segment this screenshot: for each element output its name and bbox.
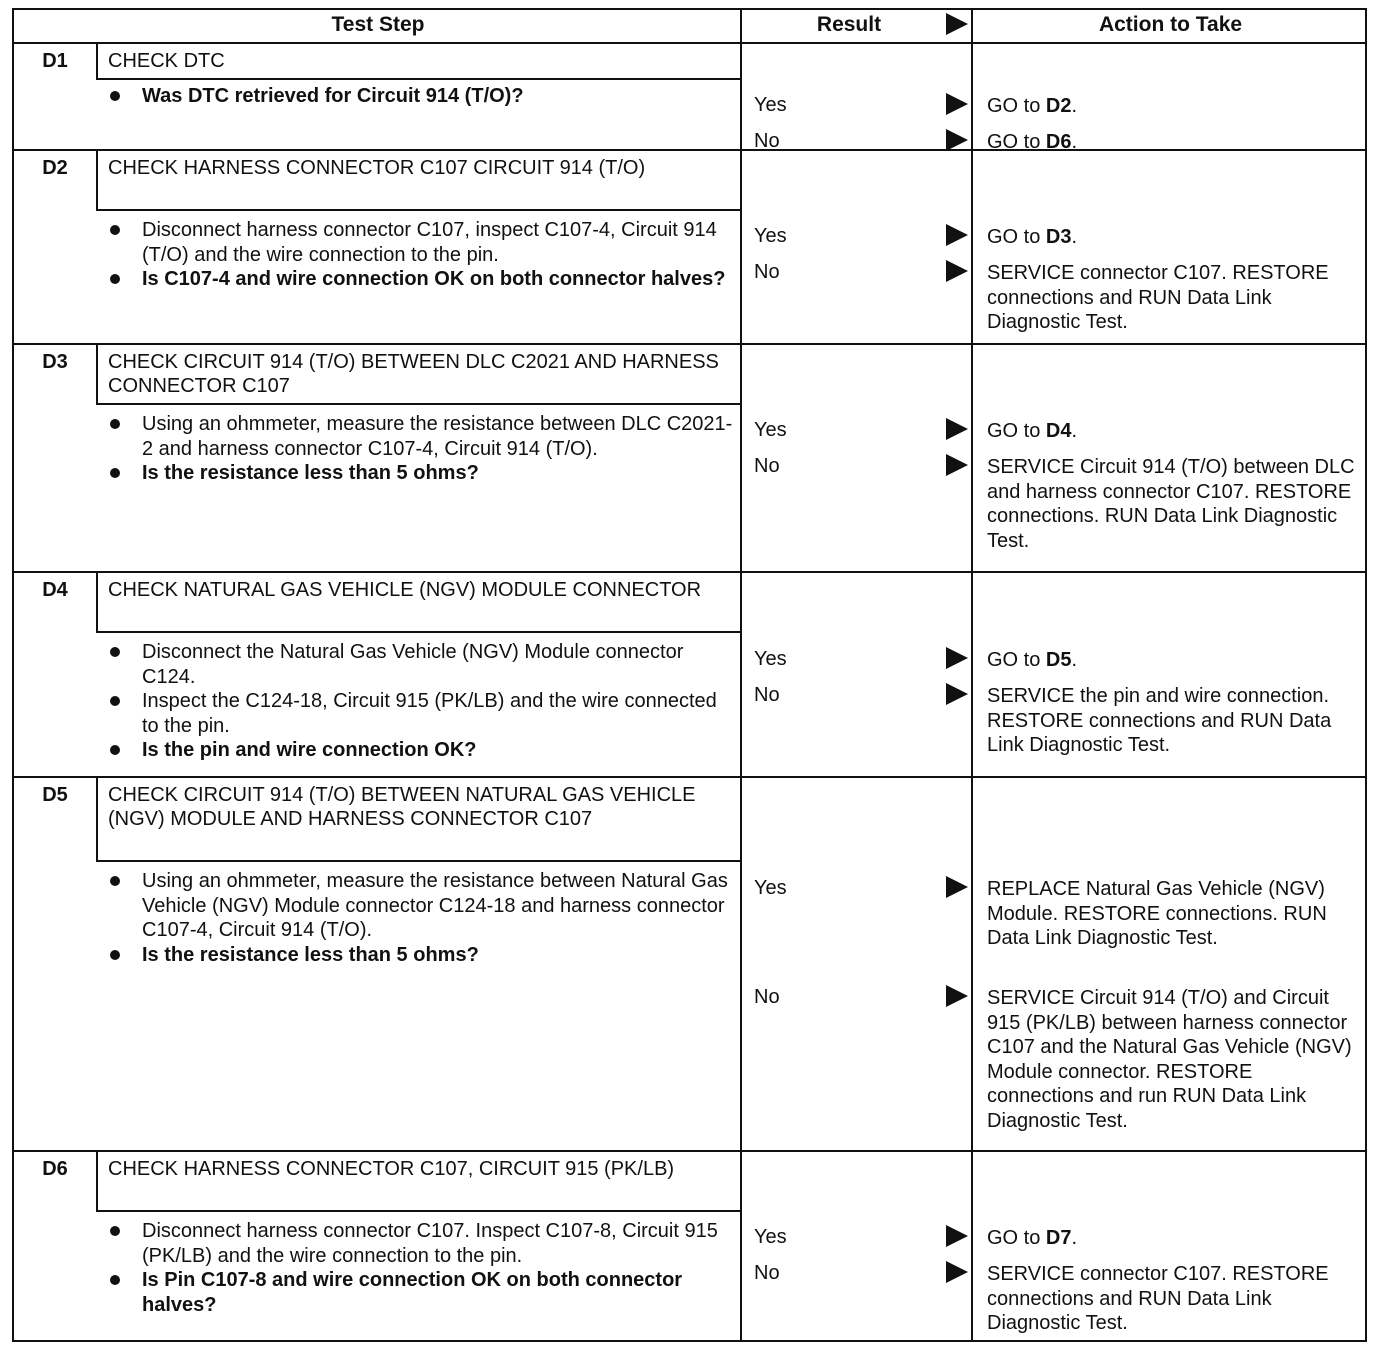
arrow-right-icon: [946, 93, 968, 115]
action-suffix: .: [1071, 649, 1078, 671]
result-yes: Yes: [754, 419, 787, 441]
action-step-ref: D3: [1045, 226, 1072, 248]
step-id: D2: [42, 157, 68, 179]
arrow-right-icon: [946, 129, 968, 151]
action-yes: [987, 94, 1362, 119]
result-yes: Yes: [754, 877, 787, 899]
arrow-right-icon: [946, 985, 968, 1007]
step-question: Is the resistance less than 5 ohms?: [104, 461, 734, 486]
action-text: GO to: [987, 95, 1046, 117]
action-yes: [987, 1226, 1362, 1251]
step-row-d2: [14, 151, 1365, 345]
step-instruction: Using an ohmmeter, measure the resistance between Natural Gas Vehicle (NGV) Module connector C124-18 and harness connector C107-4, Circuit 914 (T/O).: [104, 869, 734, 943]
action-no: [987, 261, 1362, 335]
column-divider-action: [971, 10, 973, 1340]
action-yes: [987, 225, 1362, 250]
arrow-right-icon: [946, 418, 968, 440]
action-text: REPLACE Natural Gas Vehicle (NGV) Module. RESTORE connections. RUN Data Link Diagnostic Test.: [987, 878, 1327, 949]
step-id: D3: [42, 351, 68, 373]
step-id: D1: [42, 50, 68, 72]
action-text: GO to: [987, 1227, 1046, 1249]
diagnostic-table: [12, 8, 1367, 1342]
step-instructions: [104, 869, 734, 967]
action-step-ref: D5: [1045, 649, 1072, 671]
action-step-ref: D2: [1045, 95, 1072, 117]
action-no: [987, 1262, 1362, 1336]
step-instructions: [104, 640, 734, 763]
step-id: D5: [42, 784, 68, 806]
action-suffix: .: [1071, 131, 1078, 153]
arrow-right-icon: [946, 454, 968, 476]
step-title: CHECK CIRCUIT 914 (T/O) BETWEEN DLC C2021 AND HARNESS CONNECTOR C107: [96, 345, 742, 405]
result-no: No: [754, 130, 780, 152]
result-yes: Yes: [754, 648, 787, 670]
step-question: Is Pin C107-8 and wire connection OK on both connector halves?: [104, 1268, 734, 1317]
step-question: Is the pin and wire connection OK?: [104, 738, 734, 763]
action-step-ref: D7: [1045, 1227, 1072, 1249]
action-text: SERVICE connector C107. RESTORE connections and RUN Data Link Diagnostic Test.: [987, 1263, 1329, 1334]
action-suffix: .: [1071, 95, 1078, 117]
arrow-right-icon: [946, 683, 968, 705]
step-row-d4: [14, 573, 1365, 778]
arrow-right-icon: [946, 1261, 968, 1283]
action-text: GO to: [987, 420, 1046, 442]
action-text: SERVICE Circuit 914 (T/O) between DLC and harness connector C107. RESTORE connections. RUN Data Link Diagnostic Test.: [987, 456, 1355, 552]
step-instruction: Using an ohmmeter, measure the resistance between DLC C2021-2 and harness connector C107-4, Circuit 914 (T/O).: [104, 412, 734, 461]
arrow-right-icon: [946, 1225, 968, 1247]
result-no: No: [754, 261, 780, 283]
result-no: No: [754, 986, 780, 1008]
action-text: GO to: [987, 131, 1046, 153]
step-instruction: Disconnect harness connector C107, inspect C107-4, Circuit 914 (T/O) and the wire connection to the pin.: [104, 218, 734, 267]
action-no: [987, 684, 1362, 758]
step-row-d6: [14, 1152, 1365, 1344]
action-no: [987, 455, 1362, 553]
header-test-step: Test Step: [331, 13, 425, 36]
result-no: No: [754, 455, 780, 477]
action-text: GO to: [987, 226, 1046, 248]
step-title: CHECK NATURAL GAS VEHICLE (NGV) MODULE CONNECTOR: [96, 573, 742, 633]
arrow-right-icon: [946, 260, 968, 282]
action-step-ref: D6: [1045, 131, 1072, 153]
step-title: CHECK HARNESS CONNECTOR C107 CIRCUIT 914 (T/O): [96, 151, 742, 211]
result-yes: Yes: [754, 1226, 787, 1248]
result-yes: Yes: [754, 225, 787, 247]
action-text: SERVICE connector C107. RESTORE connections and RUN Data Link Diagnostic Test.: [987, 262, 1329, 333]
action-text: SERVICE the pin and wire connection. RESTORE connections and RUN Data Link Diagnostic Test.: [987, 685, 1332, 756]
table-header: [14, 10, 1365, 44]
step-instruction: Disconnect the Natural Gas Vehicle (NGV) Module connector C124.: [104, 640, 734, 689]
step-instructions: [104, 84, 734, 109]
step-instruction: Inspect the C124-18, Circuit 915 (PK/LB) and the wire connected to the pin.: [104, 689, 734, 738]
action-yes: [987, 419, 1362, 444]
column-divider-result: [740, 10, 742, 1340]
result-no: No: [754, 1262, 780, 1284]
step-row-d3: [14, 345, 1365, 573]
action-yes: [987, 648, 1362, 673]
step-id: D6: [42, 1158, 68, 1180]
action-suffix: .: [1071, 420, 1078, 442]
step-instructions: [104, 218, 734, 292]
step-question: Was DTC retrieved for Circuit 914 (T/O)?: [104, 84, 734, 109]
header-result: Result: [816, 13, 882, 36]
header-arrow-icon: [946, 13, 968, 35]
action-suffix: .: [1071, 1227, 1078, 1249]
action-text: SERVICE Circuit 914 (T/O) and Circuit 915 (PK/LB) between harness connector C107 and the Natural Gas Vehicle (NGV) Module connector. RESTORE connections and run RUN Data Link Diagnostic Test.: [987, 987, 1352, 1132]
header-action: Action to Take: [1098, 13, 1243, 36]
action-no: [987, 986, 1362, 1133]
step-instructions: [104, 412, 734, 486]
arrow-right-icon: [946, 647, 968, 669]
step-title: CHECK HARNESS CONNECTOR C107, CIRCUIT 915 (PK/LB): [96, 1152, 742, 1212]
step-title: CHECK CIRCUIT 914 (T/O) BETWEEN NATURAL GAS VEHICLE (NGV) MODULE AND HARNESS CONNECTOR C107: [96, 778, 742, 862]
step-id: D4: [42, 579, 68, 601]
result-yes: Yes: [754, 94, 787, 116]
step-title: CHECK DTC: [96, 44, 742, 80]
arrow-right-icon: [946, 224, 968, 246]
step-row-d5: [14, 778, 1365, 1152]
step-row-d1: [14, 44, 1365, 151]
step-question: Is the resistance less than 5 ohms?: [104, 943, 734, 968]
step-question: Is C107-4 and wire connection OK on both connector halves?: [104, 267, 734, 292]
action-yes: [987, 877, 1362, 951]
arrow-right-icon: [946, 876, 968, 898]
action-text: GO to: [987, 649, 1046, 671]
step-instructions: [104, 1219, 734, 1317]
step-instruction: Disconnect harness connector C107. Inspect C107-8, Circuit 915 (PK/LB) and the wire connection to the pin.: [104, 1219, 734, 1268]
action-suffix: .: [1071, 226, 1078, 248]
result-no: No: [754, 684, 780, 706]
action-step-ref: D4: [1045, 420, 1072, 442]
